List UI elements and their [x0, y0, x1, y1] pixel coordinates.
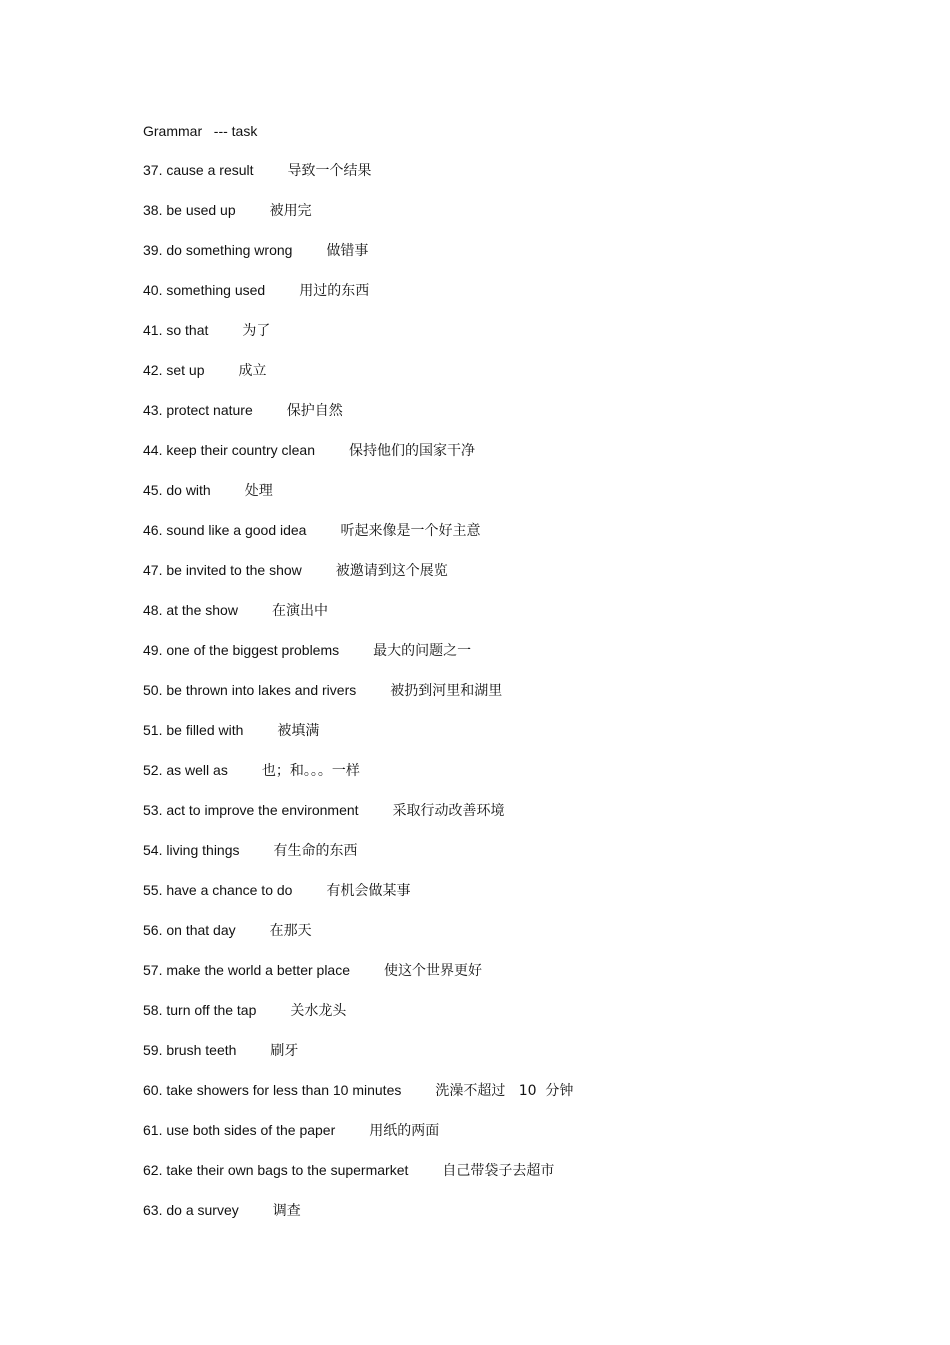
vocab-english-phrase: 60. take showers for less than 10 minutes [143, 1082, 402, 1098]
vocab-chinese-translation: 采取行动改善环境 [392, 803, 505, 819]
vocab-english-phrase: 59. brush teeth [143, 1042, 237, 1058]
vocab-english-phrase: 49. one of the biggest problems [143, 642, 340, 658]
vocab-english-phrase: 41. so that [143, 322, 209, 338]
vocab-english-phrase: 56. on that day [143, 922, 236, 938]
vocab-chinese-translation: 调查 [272, 1203, 301, 1219]
vocab-english-phrase: 62. take their own bags to the supermarket [143, 1162, 409, 1178]
vocab-chinese-translation: 用纸的两面 [369, 1123, 440, 1139]
vocab-english-phrase: 50. be thrown into lakes and rivers [143, 682, 357, 698]
vocab-english-phrase: 53. act to improve the environment [143, 802, 359, 818]
vocab-item [143, 561, 573, 601]
vocab-chinese-translation: 为了 [242, 323, 271, 339]
vocab-chinese-translation: 有机会做某事 [326, 883, 411, 899]
vocab-item [143, 841, 573, 881]
vocab-chinese-translation: 在演出中 [271, 603, 328, 619]
vocab-english-phrase: 46. sound like a good idea [143, 522, 307, 538]
vocab-english-phrase: 54. living things [143, 842, 240, 858]
vocab-item [143, 1081, 573, 1121]
vocab-item [143, 761, 573, 801]
vocab-chinese-translation: 用过的东西 [299, 283, 370, 299]
vocab-english-phrase: 45. do with [143, 482, 211, 498]
vocab-item [143, 681, 573, 721]
vocab-chinese-translation: 自己带袋子去超市 [442, 1163, 555, 1179]
vocab-item [143, 161, 573, 201]
vocab-english-phrase: 47. be invited to the show [143, 562, 302, 578]
vocab-item [143, 881, 573, 921]
vocab-english-phrase: 38. be used up [143, 202, 236, 218]
vocab-chinese-translation: 保持他们的国家干净 [349, 443, 475, 459]
vocab-item [143, 1001, 573, 1041]
vocab-item [143, 521, 573, 561]
vocab-item [143, 1041, 573, 1081]
vocab-english-phrase: 43. protect nature [143, 402, 253, 418]
vocab-english-phrase: 44. keep their country clean [143, 442, 315, 458]
vocab-item [143, 801, 573, 841]
vocab-item [143, 481, 573, 521]
vocab-chinese-translation: 成立 [238, 363, 267, 379]
vocab-chinese-translation: 处理 [244, 483, 273, 499]
document-heading: Grammar --- task [143, 123, 258, 139]
vocab-item [143, 401, 573, 441]
vocab-item [143, 921, 573, 961]
vocab-chinese-translation: 最大的问题之一 [373, 643, 472, 659]
vocab-english-phrase: 48. at the show [143, 602, 238, 618]
vocab-english-phrase: 55. have a chance to do [143, 882, 293, 898]
vocab-item [143, 321, 573, 361]
vocab-item [143, 241, 573, 281]
vocab-item [143, 601, 573, 641]
vocab-chinese-translation: 刷牙 [270, 1043, 299, 1059]
vocab-english-phrase: 63. do a survey [143, 1202, 239, 1218]
vocab-chinese-translation: 使这个世界更好 [384, 963, 483, 979]
vocab-chinese-translation: 导致一个结果 [287, 163, 372, 179]
vocab-english-phrase: 40. something used [143, 282, 266, 298]
vocab-english-phrase: 39. do something wrong [143, 242, 293, 258]
vocab-item [143, 201, 573, 241]
vocab-chinese-translation: 关水龙头 [290, 1003, 347, 1019]
vocab-english-phrase: 61. use both sides of the paper [143, 1122, 336, 1138]
vocab-chinese-translation: 洗澡不超过 10 分钟 [435, 1083, 574, 1099]
vocabulary-list [143, 161, 573, 1241]
vocab-chinese-translation: 听起来像是一个好主意 [340, 523, 481, 539]
vocab-english-phrase: 42. set up [143, 362, 205, 378]
vocab-chinese-translation: 有生命的东西 [273, 843, 358, 859]
vocab-english-phrase: 37. cause a result [143, 162, 254, 178]
vocab-chinese-translation: 被用完 [269, 203, 312, 219]
vocab-english-phrase: 57. make the world a better place [143, 962, 351, 978]
vocab-item [143, 1121, 573, 1161]
vocab-chinese-translation: 保护自然 [286, 403, 343, 419]
vocab-item [143, 1201, 573, 1241]
vocab-english-phrase: 52. as well as [143, 762, 228, 778]
vocab-chinese-translation: 在那天 [269, 923, 312, 939]
vocab-item [143, 441, 573, 481]
vocab-chinese-translation: 做错事 [326, 243, 369, 259]
vocab-chinese-translation: 被邀请到这个展览 [335, 563, 448, 579]
vocab-chinese-translation: 被填满 [277, 723, 320, 739]
vocab-chinese-translation: 也；和。。。一样 [261, 763, 360, 779]
vocab-item [143, 641, 573, 681]
vocab-item [143, 721, 573, 761]
vocab-english-phrase: 51. be filled with [143, 722, 244, 738]
vocab-item [143, 361, 573, 401]
vocab-item [143, 961, 573, 1001]
vocab-chinese-translation: 被扔到河里和湖里 [390, 683, 503, 699]
vocab-item [143, 1161, 573, 1201]
vocab-item [143, 281, 573, 321]
vocab-english-phrase: 58. turn off the tap [143, 1002, 257, 1018]
